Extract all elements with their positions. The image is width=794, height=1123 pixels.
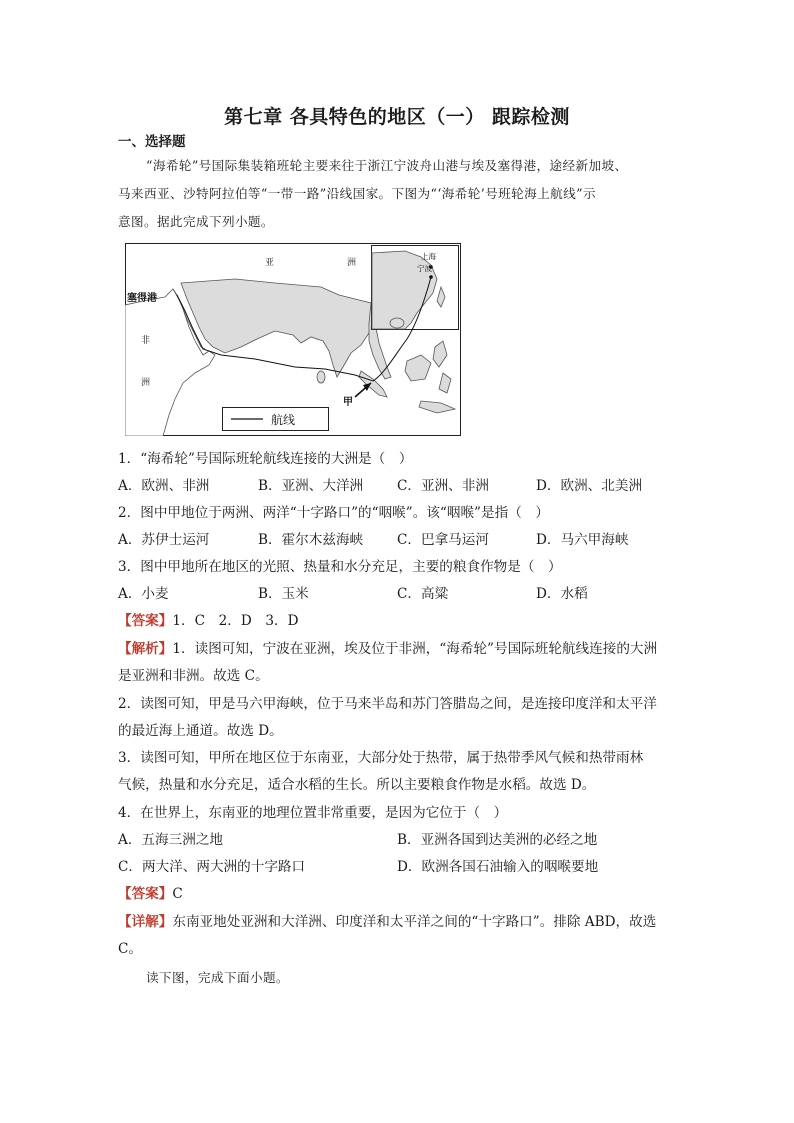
detail-text-1: 东南亚地处亚洲和大洋洲、印度洋和太平洋之间的“十字路口”。排除 ABD，故选: [172, 914, 657, 930]
intro-line-3: 意图。据此完成下列小题。: [118, 214, 274, 229]
label-port-said: 塞得港: [127, 293, 157, 304]
question-4-text: 4．在世界上，东南亚的地理位置非常重要，是因为它位于（ ）: [118, 805, 508, 821]
answer-tag: 【答案】: [118, 613, 173, 629]
detail-line-1: [118, 912, 656, 932]
q1-option-b[interactable]: B．亚洲、大洋洲: [258, 478, 364, 494]
q2-option-a[interactable]: A．苏伊士运河: [118, 532, 210, 548]
q1-option-c[interactable]: C．亚洲、非洲: [397, 478, 489, 494]
q4-option-d[interactable]: D．欧洲各国石油输入的咽喉要地: [397, 859, 599, 875]
analysis-line-2: 是亚洲和非洲。故选 C。: [118, 668, 269, 684]
answer-text: 1．C 2．D 3．D: [172, 613, 299, 629]
closing-instruction: 读下图，完成下面小题。: [146, 970, 289, 985]
q3-option-c[interactable]: C．高粱: [397, 586, 449, 602]
sri-lanka-island: [317, 371, 325, 383]
q2-option-c[interactable]: C．巴拿马运河: [397, 532, 489, 548]
analysis-text-1: 1．读图可知，宁波在亚洲，埃及位于非洲，“海希轮”号国际班轮航线连接的大洲: [172, 641, 658, 657]
q1-option-a[interactable]: A．欧洲、非洲: [118, 478, 210, 494]
q2-option-d[interactable]: D．马六甲海峡: [536, 532, 629, 548]
q2-option-b[interactable]: B．霍尔木兹海峡: [258, 532, 364, 548]
label-jia: 甲: [343, 397, 353, 408]
analysis-line-4: 的最近海上通道。故选 D。: [118, 723, 283, 739]
route-map: [125, 243, 461, 436]
legend-label: 航线: [271, 413, 296, 427]
q3-option-a[interactable]: A．小麦: [118, 586, 169, 602]
label-shanghai: 上海: [421, 252, 436, 261]
q4-option-a[interactable]: A．五海三洲之地: [118, 832, 223, 848]
label-ningbo: 宁波: [417, 264, 432, 273]
question-2-text: 2．图中甲地位于两洲、两洋“十字路口”的“咽喉”。该“咽喉”是指（ ）: [118, 505, 549, 521]
intro-line-2: 马来西亚、沙特阿拉伯等“一带一路”沿线国家。下图为“‘海希轮’号班轮海上航线”示: [118, 186, 596, 201]
q3-option-b[interactable]: B．玉米: [258, 586, 309, 602]
intro-line-1: “海希轮”号国际集装箱班轮主要来往于浙江宁波舟山港与埃及塞得港，途经新加坡、: [146, 158, 628, 173]
label-asia-1: 亚: [265, 258, 275, 268]
q4-option-c[interactable]: C．两大洋、两大洲的十字路口: [118, 859, 306, 875]
answer-block-2: [118, 884, 183, 904]
analysis-line-1: [118, 639, 657, 659]
label-asia-2: 洲: [347, 258, 357, 268]
question-3-text: 3．图中甲地所在地区的光照、热量和水分充足，主要的粮食作物是（ ）: [118, 559, 562, 575]
detail-tag: 【详解】: [118, 914, 173, 930]
q1-option-d[interactable]: D．欧洲、北美洲: [536, 478, 643, 494]
question-1-text: 1．“海希轮”号国际班轮航线连接的大洲是（ ）: [118, 451, 413, 467]
route-map-svg: [125, 243, 461, 436]
analysis-line-6: 气候，热量和水分充足，适合水稻的生长。所以主要粮食作物是水稻。故选 D。: [118, 777, 596, 793]
answer-text-2: C: [172, 886, 183, 902]
analysis-tag: 【解析】: [118, 641, 173, 657]
section-heading: 一、选择题: [118, 134, 186, 150]
q3-option-d[interactable]: D．水稻: [536, 586, 588, 602]
detail-line-2: C。: [118, 941, 142, 957]
inset-hainan-island: [390, 318, 404, 328]
answer-block-1: [118, 611, 299, 631]
label-africa-2: 洲: [141, 378, 151, 388]
label-africa-1: 非: [141, 336, 151, 346]
q4-option-b[interactable]: B．亚洲各国到达美洲的必经之地: [397, 832, 598, 848]
analysis-line-5: 3．读图可知，甲所在地区位于东南亚，大部分处于热带，属于热带季风气候和热带雨林: [118, 750, 644, 766]
analysis-line-3: 2．读图可知，甲是马六甲海峡，位于马来半岛和苏门答腊岛之间，是连接印度洋和太平洋: [118, 696, 657, 712]
page-title: 第七章 各具特色的地区（一） 跟踪检测: [224, 106, 570, 128]
answer-tag-2: 【答案】: [118, 886, 173, 902]
